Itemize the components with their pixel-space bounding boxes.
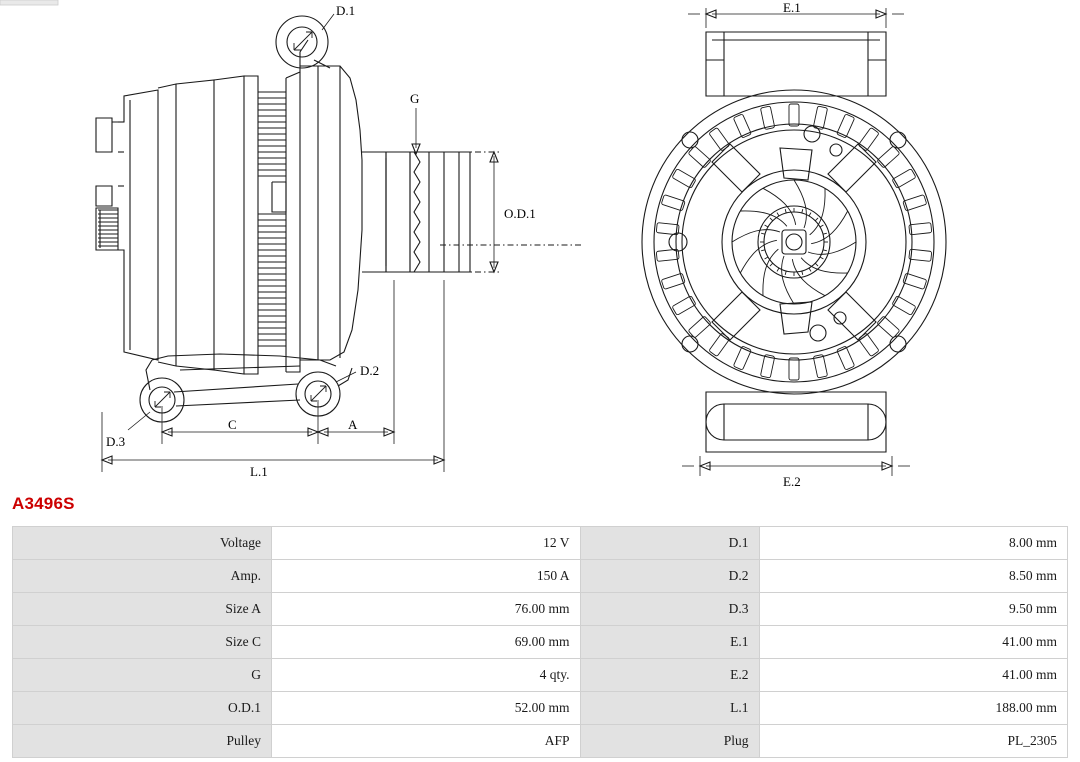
- spec-label-voltage: Voltage: [13, 527, 272, 560]
- spec-label-size-a: Size A: [13, 593, 272, 626]
- label-l1: L.1: [250, 464, 268, 479]
- spec-label-l1: L.1: [580, 692, 759, 725]
- part-code: A3496S: [12, 494, 75, 513]
- label-d3: D.3: [106, 434, 126, 449]
- page-corner-mark: [0, 0, 58, 5]
- spec-value-d2: 8.50 mm: [759, 560, 1068, 593]
- spec-value-d3: 9.50 mm: [759, 593, 1068, 626]
- label-g: G: [410, 91, 420, 106]
- spec-label-e1: E.1: [580, 626, 759, 659]
- spec-label-pulley: Pulley: [13, 725, 272, 758]
- spec-label-d2: D.2: [580, 560, 759, 593]
- label-e2: E.2: [783, 474, 801, 489]
- spec-label-d1: D.1: [580, 527, 759, 560]
- label-d1: D.1: [336, 3, 356, 18]
- specifications-table: [12, 526, 1068, 758]
- alternator-front-view: [642, 0, 946, 489]
- spec-value-d1: 8.00 mm: [759, 527, 1068, 560]
- table-row: [13, 626, 1068, 659]
- label-e1: E.1: [783, 0, 801, 15]
- spec-label-d3: D.3: [580, 593, 759, 626]
- spec-value-od1: 52.00 mm: [272, 692, 581, 725]
- spec-value-e1: 41.00 mm: [759, 626, 1068, 659]
- table-row: [13, 560, 1068, 593]
- spec-label-plug: Plug: [580, 725, 759, 758]
- spec-label-od1: O.D.1: [13, 692, 272, 725]
- spec-label-g: G: [13, 659, 272, 692]
- label-c: C: [228, 417, 237, 432]
- spec-value-voltage: 12 V: [272, 527, 581, 560]
- label-a: A: [348, 417, 358, 432]
- spec-label-amp: Amp.: [13, 560, 272, 593]
- table-row: [13, 593, 1068, 626]
- table-row: [13, 659, 1068, 692]
- label-d2: D.2: [360, 363, 380, 378]
- spec-value-size-c: 69.00 mm: [272, 626, 581, 659]
- spec-value-e2: 41.00 mm: [759, 659, 1068, 692]
- spec-value-amp: 150 A: [272, 560, 581, 593]
- spec-value-plug: PL_2305: [759, 725, 1068, 758]
- spec-label-e2: E.2: [580, 659, 759, 692]
- table-row: [13, 692, 1068, 725]
- spec-value-pulley: AFP: [272, 725, 581, 758]
- spec-value-size-a: 76.00 mm: [272, 593, 581, 626]
- alternator-side-view: [96, 3, 584, 479]
- label-od1: O.D.1: [504, 206, 536, 221]
- table-row: [13, 527, 1068, 560]
- spec-label-size-c: Size C: [13, 626, 272, 659]
- spec-value-g: 4 qty.: [272, 659, 581, 692]
- table-row: [13, 725, 1068, 758]
- spec-value-l1: 188.00 mm: [759, 692, 1068, 725]
